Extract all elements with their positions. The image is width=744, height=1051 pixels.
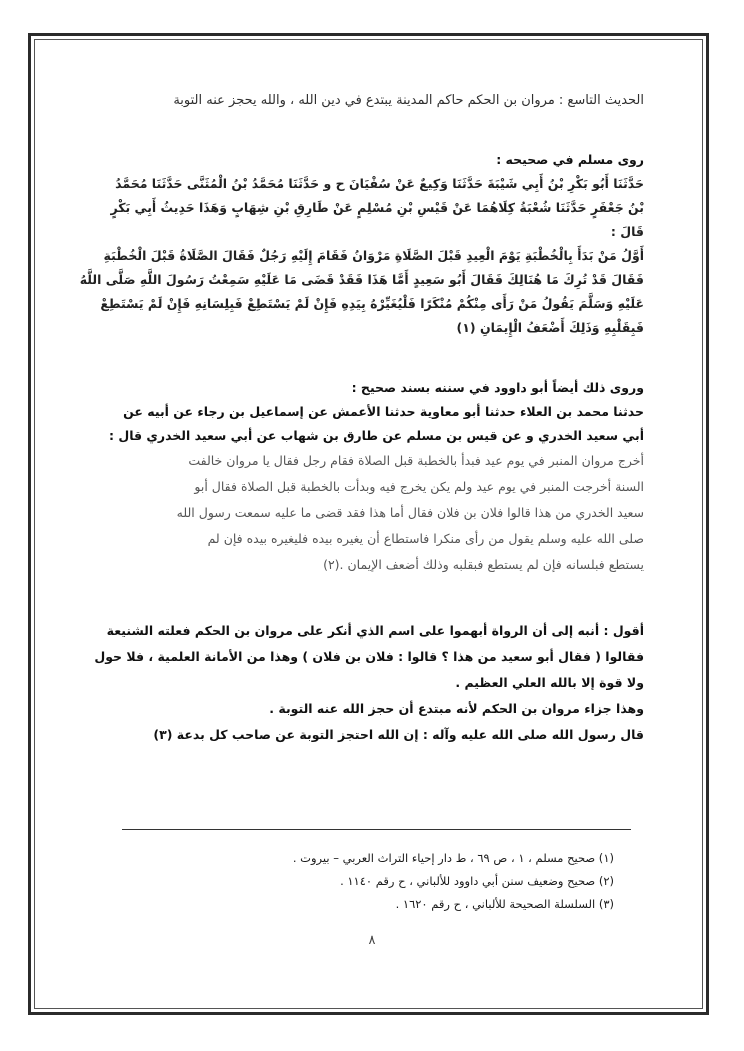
- hadith-text-line: قَالَ :: [610, 224, 644, 239]
- hadith-text-line: أَوَّلُ مَنْ بَدَأَ بِالْخُطْبَةِ يَوْمَ الْعِيدِ قَبْلَ الصَّلَاةِ مَرْوَانُ فَقَامَ إِلَيْهِ رَجُلٌ فَقَالَ الصَّلَاةُ قَبْلَ الْخُطْبَةِ: [103, 248, 644, 263]
- hadith-text-line: عَلَيْهِ وَسَلَّمَ يَقُولُ مَنْ رَأَى مِنْكُمْ مُنْكَرًا فَلْيُغَيِّرْهُ بِيَدِهِ فَإِنْ لَمْ يَسْتَطِعْ فَبِلِسَانِهِ فَإِنْ لَمْ يَسْتَطِعْ: [100, 296, 644, 311]
- commentary-line: أقول : أنبه إلى أن الرواة أبهموا على اسم الذي أنكر على مروان بن الحكم فعلته الشنيعة: [106, 623, 644, 638]
- footnote-item: (١) صحيح مسلم ، ١ ، ص ٦٩ ، ط دار إحياء التراث العربي – بيروت .: [292, 851, 614, 865]
- section-intro: روى مسلم في صحيحه :: [496, 152, 644, 167]
- commentary-line: فقالوا ( فقال أبو سعيد من هذا ؟ قالوا : فلان بن فلان ) وهذا من الأمانة العلمية ، فلا حول: [94, 649, 644, 664]
- hadith-text-line: فَقَالَ قَدْ تُرِكَ مَا هُنَالِكَ فَقَالَ أَبُو سَعِيدٍ أَمَّا هَذَا فَقَدْ قَضَى مَا عَلَيْهِ سَمِعْتُ رَسُولَ اللَّهِ صَلَّى اللَّهُ: [79, 272, 644, 287]
- hadith-text-line: بْنُ جَعْفَرٍ حَدَّثَنَا شُعْبَةُ كِلَاهُمَا عَنْ قَيْسِ بْنِ مُسْلِمٍ عَنْ طَارِقِ بْنِ شِهَابٍ وَهَذَا حَدِيثُ أَبِي بَكْرٍ: [110, 200, 644, 215]
- hadith-text-line: حَدَّثَنَا أَبُو بَكْرِ بْنُ أَبِي شَيْبَةَ حَدَّثَنَا وَكِيعٌ عَنْ سُفْيَانَ ح و حَدَّثَنَا مُحَمَّدُ بْنُ الْمُثَنَّى حَدَّثَنَا مُحَمَّدُ: [115, 176, 644, 191]
- matn-line: أخرج مروان المنبر في يوم عيد فبدأ بالخطبة قبل الصلاة فقام رجل فقال يا مروان خالفت: [188, 453, 644, 468]
- commentary-line: وهذا جزاء مروان بن الحكم لأنه مبتدع أن حجز الله عنه التوبة .: [269, 701, 644, 716]
- matn-line: السنة أخرجت المنبر في يوم عيد ولم يكن يخرج فيه وبدأت بالخطبة قبل الصلاة فقال أبو: [194, 479, 644, 494]
- section-abu-dawud: [100, 376, 644, 578]
- footnote-separator: [122, 829, 631, 830]
- section-commentary: [94, 618, 644, 748]
- isnad-line: أبي سعيد الخدري و عن قيس بن مسلم عن طارق بن شهاب عن أبي سعيد الخدري قال :: [109, 428, 644, 443]
- footnotes: [293, 847, 614, 916]
- footnote-item: (٢) صحيح وضعيف سنن أبي داوود للألباني ، ح رقم ١١٤٠ .: [340, 874, 614, 888]
- footnote-item: (٣) السلسلة الصحيحة للألباني ، ح رقم ١٦٢٠ .: [395, 897, 614, 911]
- matn-line: سعيد الخدري من هذا قالوا فلان بن فلان فقال أما هذا فقد قضى ما عليه سمعت رسول الله: [176, 505, 644, 520]
- section-muslim: [79, 148, 644, 340]
- commentary-line: قال رسول الله صلى الله عليه وآله : إن الله احتجز التوبة عن صاحب كل بدعة (٣): [153, 727, 644, 742]
- commentary-line: ولا قوة إلا بالله العلي العظيم .: [455, 675, 644, 690]
- hadith-text-line: فَبِقَلْبِهِ وَذَلِكَ أَضْعَفُ الْإِيمَانِ (١): [456, 320, 644, 335]
- section-intro: وروى ذلك أيضاً أبو داوود في سننه بسند صحيح :: [351, 380, 644, 395]
- page-number: ٨: [368, 933, 376, 948]
- isnad-line: حدثنا محمد بن العلاء حدثنا أبو معاوية حدثنا الأعمش عن إسماعيل بن رجاء عن أبيه عن: [123, 404, 644, 419]
- matn-line: يستطع فبلسانه فإن لم يستطع فبقلبه وذلك أضعف الإيمان .(٢): [323, 557, 644, 572]
- hadith-title: الحديث التاسع : مروان بن الحكم حاكم المدينة يبتدع في دين الله ، والله يحجز عنه التوبة: [173, 93, 644, 108]
- matn-line: صلى الله عليه وسلم يقول من رأى منكرا فاستطاع أن يغيره بيده فليغيره بيده فإن لم: [207, 531, 644, 546]
